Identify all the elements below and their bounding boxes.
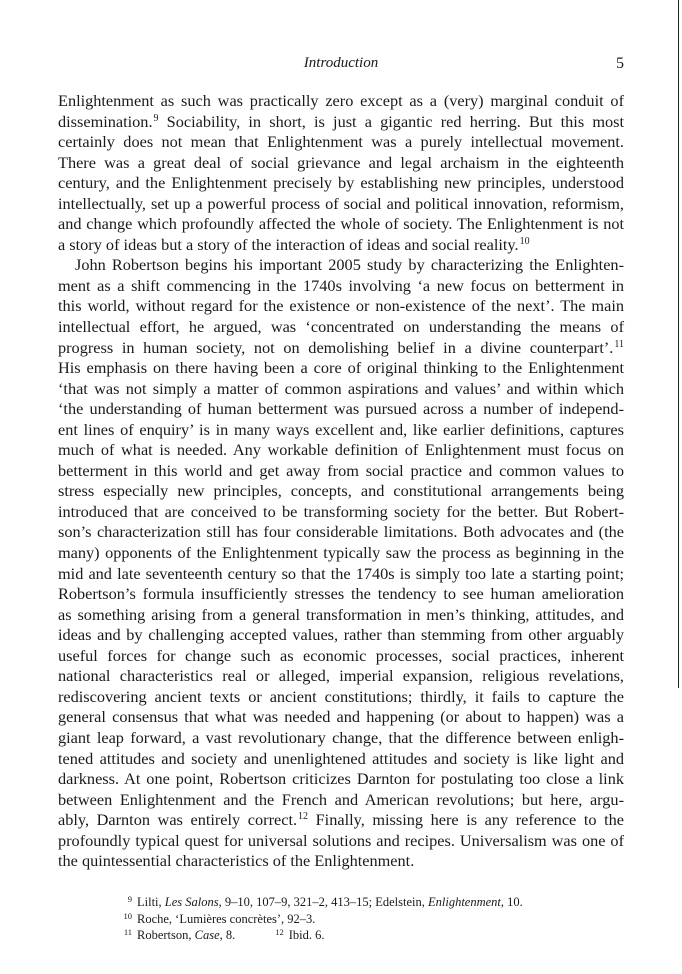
text-line: progress in human society, not on demolishing belief in a divine counterpart’.$^{11}$ <box>58 337 624 357</box>
text-line: the quintessential characteristics of the Enlightenment. <box>58 851 415 871</box>
footnote-number: 12 <box>275 927 284 938</box>
text-line: dissemination.$^9$ Sociability, in short, is just a gigantic red herring. But this most <box>58 111 624 131</box>
text-line: century, and the Enlightenment precisely by establishing new principles, understood <box>58 173 624 193</box>
footnote-reference[interactable]: 12 <box>298 811 309 823</box>
text-line: many) opponents of the Enlightenment typically saw the process as beginning in the <box>58 543 624 563</box>
footnote-text: Lilti, Les Salons, 9–10, 107–9, 321–2, 413–15; Edelstein, Enlightenment, 10. <box>137 895 523 909</box>
text-line: national characteristics real or alleged, imperial expansion, religious revelations, <box>58 666 624 686</box>
text-line: Robertson’s formula insufficiently stresses the tendency to see human amelioration <box>58 584 624 604</box>
text-line: giant leap forward, a vast revolutionary change, that the difference between enligh- <box>58 727 624 747</box>
page-header <box>58 55 624 77</box>
footnote-9: 9 Lilti, Les Salons, 9–10, 107–9, 321–2, 413–15; Edelstein, Enlightenment, 10. <box>127 894 523 909</box>
text-line: intellectually, set up a powerful process of social and political innovation, reformism, <box>58 193 624 213</box>
body-text <box>58 91 624 872</box>
text-line: profoundly typical quest for universal solutions and recipes. Universalism was one of <box>58 830 624 850</box>
text-line: much of what is needed. Any workable definition of Enlightenment must focus on <box>58 440 624 460</box>
text-line: general consensus that what was needed and happening (or about to happen) was a <box>58 707 624 727</box>
footnote-reference[interactable]: 11 <box>614 338 624 350</box>
footnote-10: 10 Roche, ‘Lumières concrètes’, 92–3. <box>123 910 316 926</box>
text-line: stress especially new principles, concepts, and constitutional arrangements being <box>58 481 624 501</box>
text-line: introduced that are conceived to be transforming society for the better. But Robert- <box>58 501 624 521</box>
text-line: certainly does not mean that Enlightenment was a purely intellectual movement. <box>58 132 624 152</box>
text-line: betterment in this world and get away from social practice and common values to <box>58 460 624 480</box>
text-line: ‘that was not simply a matter of common aspirations and values’ and within which <box>58 378 624 398</box>
text-line: There was a great deal of social grievance and legal archaism in the eighteenth <box>58 152 624 172</box>
running-head: Introduction <box>303 55 379 71</box>
text-line: ‘the understanding of human betterment was pursued across a number of independ- <box>58 399 624 419</box>
text-line: a story of ideas but a story of the interaction of ideas and social reality.$^{10}$ <box>58 234 530 254</box>
text-line: and change which profoundly affected the whole of society. The Enlightenment is not <box>58 214 624 234</box>
text-line: Enlightenment as such was practically zero except as a (very) marginal conduit of <box>58 91 624 110</box>
text-line: between Enlightenment and the French and American revolutions; but here, argu- <box>58 789 624 809</box>
footnote-reference[interactable]: 10 <box>519 235 530 247</box>
page-edge-rule <box>678 0 679 688</box>
text-line: ably, Darnton was entirely correct.$^{12}$ Finally, missing here is any reference to the <box>58 810 624 830</box>
text-line: ideas and by challenging accepted values, rather than stemming from other arguably <box>58 625 624 645</box>
text-line: intellectual effort, he argued, was ‘concentrated on understanding the means of <box>58 317 624 337</box>
footnote-text: Ibid. 6. <box>288 928 325 943</box>
page-number: 5 <box>616 55 624 72</box>
footnotes <box>118 894 523 944</box>
text-line: as something arising from a general transformation in men’s thinking, attitudes, and <box>58 604 624 624</box>
text-line: His emphasis on there having been a core of original thinking to the Enlightenment <box>58 358 624 378</box>
footnote-text: Roche, ‘Lumières concrètes’, 92–3. <box>137 911 316 926</box>
footnote-reference[interactable]: 9 <box>153 112 159 124</box>
text-line: this world, without regard for the existence or non-existence of the next’. The main <box>58 296 624 316</box>
text-line: John Robertson begins his important 2005 study by characterizing the Enlighten- <box>75 255 624 275</box>
text-line: son’s characterization still has four considerable limitations. Both advocates and (the <box>58 522 624 542</box>
footnote-text: Robertson, Case, 8. <box>137 928 236 943</box>
text-line: mid and late seventeenth century so that the 1740s is simply too late a starting point; <box>58 563 624 583</box>
text-line: ment as a shift commencing in the 1740s involving ‘a new focus on betterment in <box>58 275 624 295</box>
text-line: rediscovering ancient texts or ancient constitutions; thirdly, it fails to capture the <box>58 686 624 706</box>
footnote-11-12: 11 Robertson, Case, 8. $^{12}$ Ibid. 6. <box>123 927 325 943</box>
text-line: ent lines of enquiry’ is in many ways excellent and, like earlier definitions, captures <box>58 419 624 439</box>
text-line: darkness. At one point, Robertson criticizes Darnton for postulating too close a link <box>58 769 624 789</box>
text-line: tened attitudes and society and unenlightened attitudes and society is like light and <box>58 748 624 768</box>
text-line: useful forces for change such as economic processes, social practices, inherent <box>58 645 624 665</box>
